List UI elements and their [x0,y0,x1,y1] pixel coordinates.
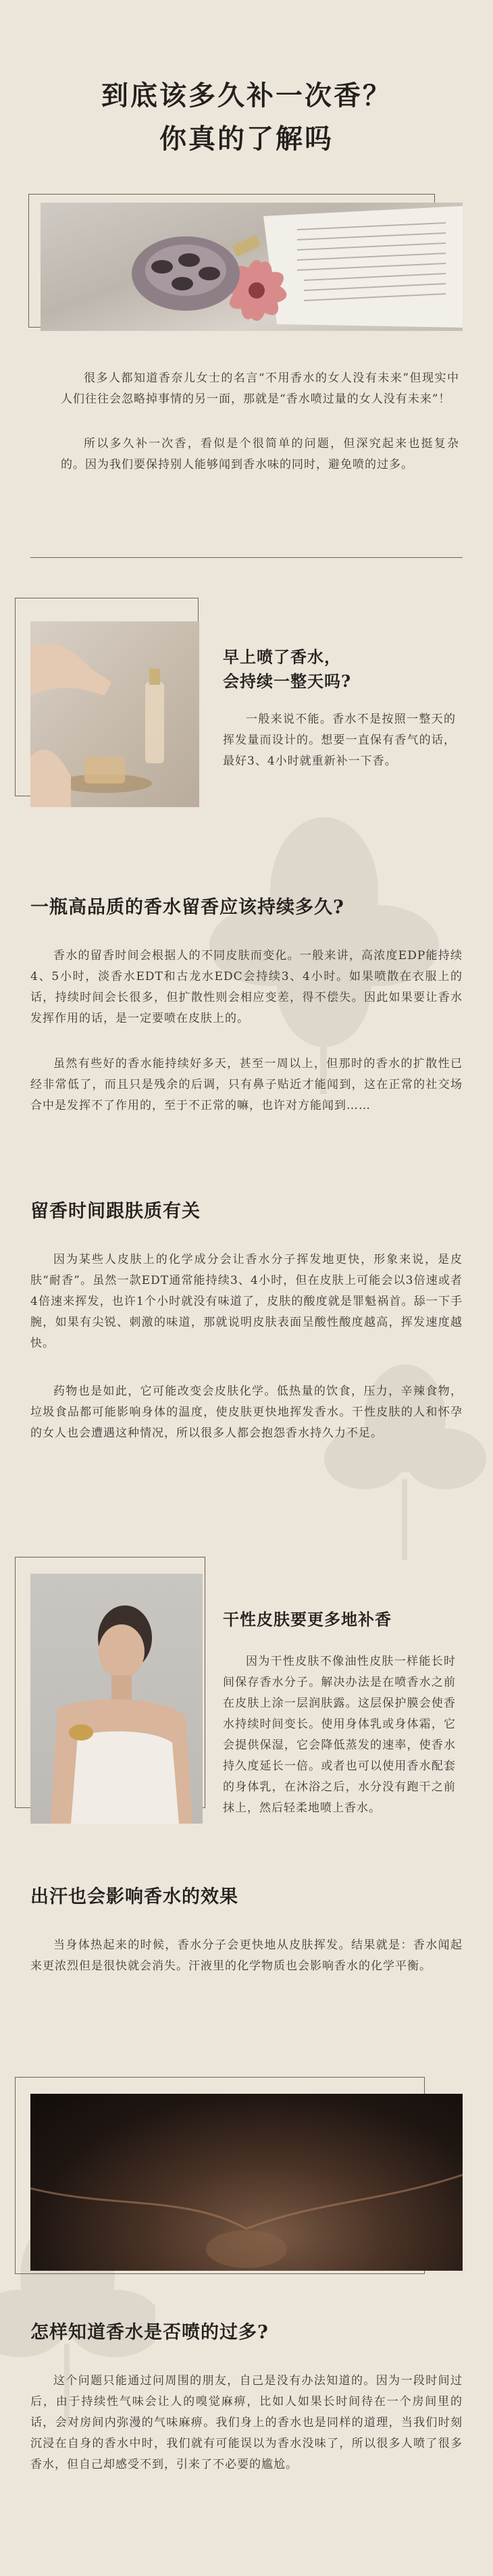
title-line-2: 你真的了解吗 [159,123,334,155]
section1-heading: 一瓶高品质的香水留香应该持续多久? [30,897,344,918]
perfume-bottle-illustration [41,203,463,331]
title-line-1: 到底该多久补一次香？ [101,80,392,111]
card2-heading: 干性皮肤要更多地补香 [223,1609,392,1629]
section-divider-1 [30,557,463,558]
card1-body: 一般来说不能。香水不是按照一整天的挥发量而设计的。想要一直保有香气的话，最好3、4小时就重新补一下香。 [223,713,456,768]
hero-figure [30,196,463,324]
page-title [0,74,493,161]
card1-heading-line-1: 早上喷了香水， [223,647,341,667]
section4-heading: 怎样知道香水是否喷的过多? [30,2322,269,2343]
card2-body: 因为干性皮肤不像油性皮肤一样能长时间保存香水分子。解决办法是在喷香水之前在皮肤上涂一层润肤露。这层保护膜会使香水持续时间变长。使用身体乳或身体霜，它会提供保湿，它会降低蒸发的速率，使香水持久度延长一倍。或者也可以使用香水配套的身体乳，在沐浴之后，水分没有跑干之前抹上，然后轻柔地喷上香水。 [223,1655,456,1815]
section1-paragraph-2: 虽然有些好的香水能持续好多天，甚至一周以上，但那时的香水的扩散性已经非常低了，而且只是残余的后调，只有鼻子贴近才能闻到，这在正常的社交场合中是发挥不了作用的，至于不正常的嘛，也许对方能闻到…… [30,1057,463,1112]
card1-heading [223,645,351,694]
section4-paragraph-1: 这个问题只能通过问周围的朋友，自己是没有办法知道的。因为一段时间过后，由于持续性气味会让人的嗅觉麻痹，比如人如果长时间待在一个房间里的话，会对房间内弥漫的气味麻痹。我们身上的香水也是同样的道理，当我们时刻沉浸在自身的香水中时，我们就有可能误以为香水没味了，所以很多人喷了很多香水，但自己却感受不到，引来了不必要的尴尬。 [30,2374,463,2471]
neck-collarbone-photo [30,2094,463,2271]
hero-perfume-image [41,203,463,331]
section2-paragraph-1: 因为某些人皮肤上的化学成分会让香水分子挥发地更快，形象来说，是皮肤“耐香”。虽然一款EDT通常能持续3、4小时，但在皮肤上可能会以3倍速或者4倍速来挥发，也许1个小时就没有味道了，皮肤的酸度就是罪魁祸首。舔一下手腕，如果有尖锐、刺激的味道，那就说明皮肤表面呈酸性酸度越高，挥发速度越快。 [30,1253,463,1350]
section1-paragraph-1: 香水的留香时间会根据人的不同皮肤而变化。一般来讲，高浓度EDP能持续4、5小时，淡香水EDT和古龙水EDC会持续3、4小时。如果喷散在衣服上的话，持续时间会长很多，但扩散性则会相应变差，得不偿失。因此如果要让香水发挥作用的话，是一定要喷在皮肤上的。 [30,949,463,1025]
card1-perfume-hand-photo [30,621,199,807]
section3-paragraph-1: 当身体热起来的时候，香水分子会更快地从皮肤挥发。结果就是：香水闻起来更浓烈但是很快就会消失。汗液里的化学物质也会影响香水的化学平衡。 [30,1938,463,1973]
section2-heading: 留香时间跟肤质有关 [30,1201,201,1222]
card2-woman-perfume-photo [30,1574,203,1824]
intro-paragraph-1: 很多人都知道香奈儿女士的名言“不用香水的女人没有未来”但现实中人们往往会忽略掉事情的另一面，那就是“香水喷过量的女人没有未来”！ [61,371,459,406]
section3-heading: 出汗也会影响香水的效果 [30,1886,238,1907]
intro-paragraph-2: 所以多久补一次香，看似是个很简单的问题，但深究起来也挺复杂的。因为我们要保持别人能够闻到香水味的同时，避免喷的过多。 [61,437,459,471]
section2-paragraph-2: 药物也是如此，它可能改变会皮肤化学。低热量的饮食，压力，辛辣食物，垃圾食品都可能影响身体的温度，使皮肤更快地挥发香水。干性皮肤的人和怀孕的女人也会遭遇这种情况，所以很多人都会抱怨香水持久力不足。 [30,1385,463,1440]
card1-heading-line-2: 会持续一整天吗? [223,671,352,691]
